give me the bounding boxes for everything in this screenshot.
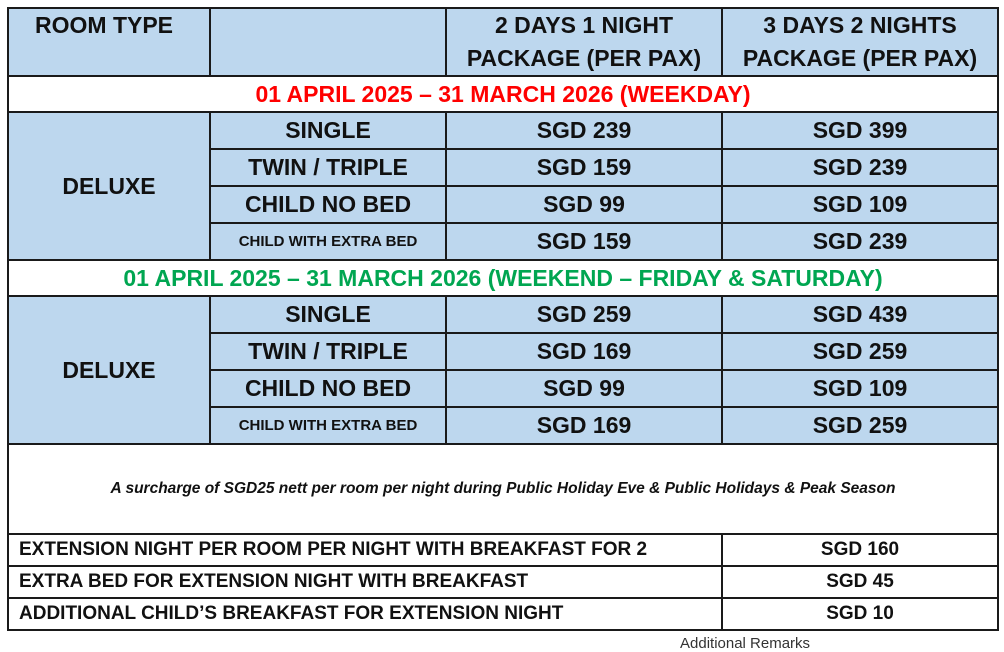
price-cell: SGD 259 (446, 296, 722, 333)
occupancy-cell: TWIN / TRIPLE (210, 333, 446, 370)
extra-description: EXTENSION NIGHT PER ROOM PER NIGHT WITH BREAKFAST FOR 2 (8, 534, 722, 566)
occupancy-cell: TWIN / TRIPLE (210, 149, 446, 186)
price-cell: SGD 239 (722, 223, 998, 260)
surcharge-row (8, 444, 998, 534)
header-two-days (446, 8, 722, 76)
price-cell: SGD 99 (446, 370, 722, 407)
price-cell: SGD 259 (722, 407, 998, 444)
price-cell: SGD 109 (722, 370, 998, 407)
price-cell: SGD 239 (722, 149, 998, 186)
occupancy-cell: SINGLE (210, 296, 446, 333)
header-three-days-line1: 3 DAYS 2 NIGHTS (763, 12, 957, 38)
extra-price: SGD 10 (722, 598, 998, 630)
header-row (8, 8, 998, 76)
weekday-room-type: DELUXE (8, 112, 210, 260)
extras-row (8, 534, 998, 566)
header-room-type: ROOM TYPE (8, 8, 210, 76)
header-two-days-line1: 2 DAYS 1 NIGHT (494, 12, 674, 38)
price-cell: SGD 159 (446, 149, 722, 186)
header-blank (210, 8, 446, 76)
price-cell: SGD 109 (722, 186, 998, 223)
price-cell: SGD 439 (722, 296, 998, 333)
extras-row (8, 566, 998, 598)
price-cell: SGD 259 (722, 333, 998, 370)
weekday-period-row (8, 76, 998, 112)
rate-table (7, 7, 999, 631)
cut-off-remarks-heading: Additional Remarks (680, 635, 811, 652)
extras-row (8, 598, 998, 630)
price-cell: SGD 169 (446, 333, 722, 370)
price-cell: SGD 159 (446, 223, 722, 260)
price-cell: SGD 239 (446, 112, 722, 149)
weekday-period-label: 01 APRIL 2025 – 31 MARCH 2026 (WEEKDAY) (8, 76, 998, 112)
price-cell: SGD 99 (446, 186, 722, 223)
extra-price: SGD 160 (722, 534, 998, 566)
weekend-period-label: 01 APRIL 2025 – 31 MARCH 2026 (WEEKEND – FRIDAY & SATURDAY) (8, 260, 998, 296)
occupancy-cell: CHILD WITH EXTRA BED (210, 223, 446, 260)
surcharge-note: A surcharge of SGD25 nett per room per night during Public Holiday Eve & Public Holidays & Peak Season (8, 444, 998, 534)
occupancy-cell: CHILD NO BED (210, 370, 446, 407)
header-three-days-line2: PACKAGE (PER PAX) (742, 45, 978, 71)
extra-description: ADDITIONAL CHILD’S BREAKFAST FOR EXTENSION NIGHT (8, 598, 722, 630)
occupancy-cell: CHILD WITH EXTRA BED (210, 407, 446, 444)
header-two-days-line2: PACKAGE (PER PAX) (466, 45, 702, 71)
weekend-room-type: DELUXE (8, 296, 210, 444)
price-cell: SGD 169 (446, 407, 722, 444)
occupancy-cell: CHILD NO BED (210, 186, 446, 223)
weekend-period-row (8, 260, 998, 296)
table-row (8, 112, 998, 149)
table-row (8, 296, 998, 333)
occupancy-cell: SINGLE (210, 112, 446, 149)
header-three-days (722, 8, 998, 76)
extra-description: EXTRA BED FOR EXTENSION NIGHT WITH BREAKFAST (8, 566, 722, 598)
extra-price: SGD 45 (722, 566, 998, 598)
price-cell: SGD 399 (722, 112, 998, 149)
